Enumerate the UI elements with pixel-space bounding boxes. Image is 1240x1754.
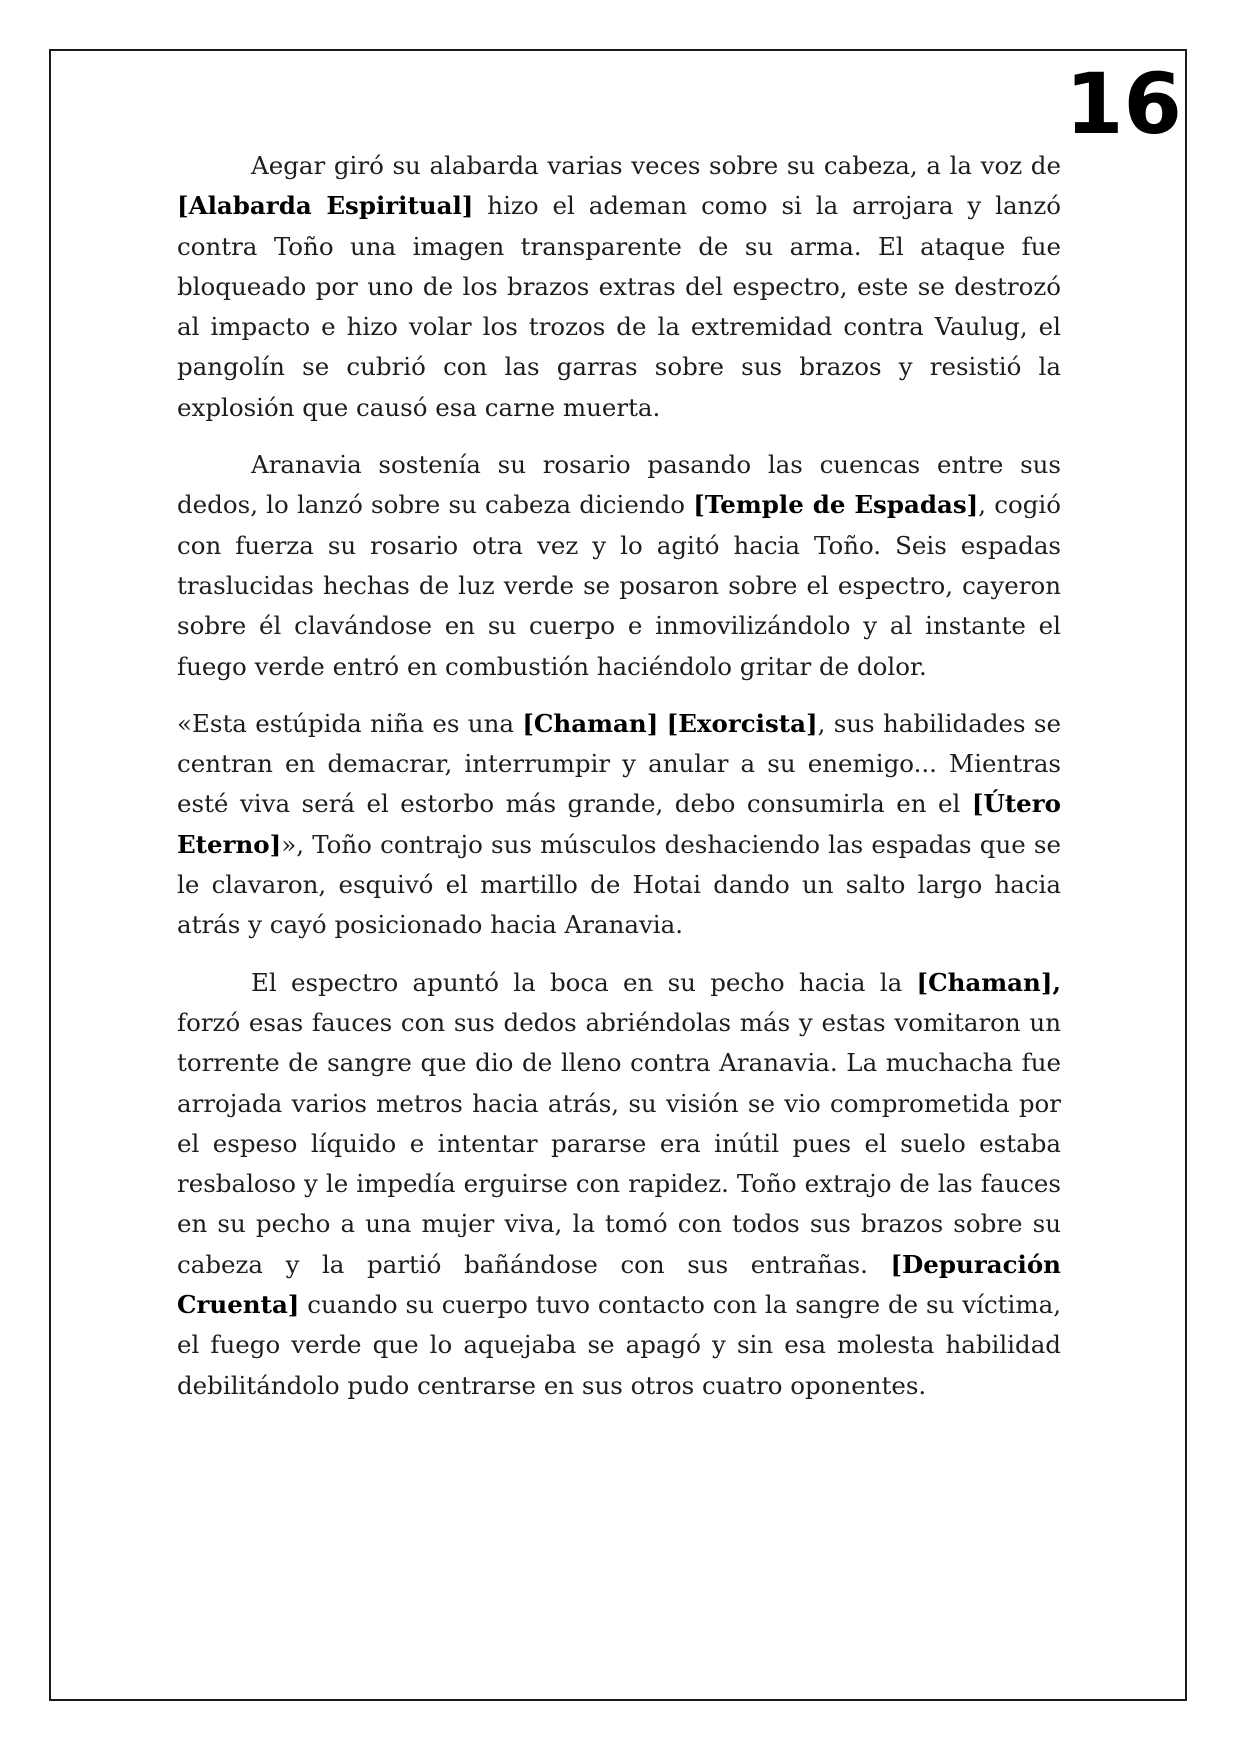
skill-name: [Depuración Cruenta]: [177, 1249, 1061, 1320]
text-run: [658, 709, 666, 738]
page-number: 16: [1065, 55, 1182, 153]
text-run: cuando su cuerpo tuvo contacto con la sangre de su víctima, el fuego verde que lo aquejaba se apagó y sin esa molesta habilidad debilitándolo pudo centrarse en sus otros cuatro oponentes.: [177, 1290, 1061, 1400]
skill-name: [Chaman]: [522, 708, 659, 738]
skill-name: [Temple de Espadas]: [693, 490, 979, 520]
text-run: Aranavia sostenía su rosario pasando las cuencas entre sus dedos, lo lanzó sobre su cabeza diciendo: [177, 450, 1061, 520]
paragraph: [177, 445, 1061, 687]
paragraph: [177, 146, 1061, 428]
chapter-text: [177, 146, 1061, 1423]
paragraph: [177, 963, 1061, 1406]
text-run: «Esta estúpida niña es una: [177, 708, 523, 738]
text-run: », Toño contrajo sus músculos deshaciendo las espadas que se le clavaron, esquivó el martillo de Hotai dando un salto largo hacia atrás y cayó posicionado hacia Aranavia.: [177, 829, 1061, 940]
skill-name: [Alabarda Espiritual]: [177, 191, 474, 221]
text-run: El espectro apuntó la boca en su pecho hacia la: [251, 967, 917, 997]
text-run: Aegar giró su alabarda varias veces sobre su cabeza, a la voz de: [251, 151, 1061, 180]
skill-name: [Exorcista]: [666, 708, 818, 738]
text-run: forzó esas fauces con sus dedos abriéndolas más y estas vomitaron un torrente de sangre que dio de lleno contra Aranavia. La muchacha fue arrojada varios metros hacia atrás, su visión se vio comprometida por el espeso líquido e intentar pararse era inútil pues el suelo estaba resbaloso y le impedía erguirse con rapidez. Toño extrajo de las fauces en su pecho a una mujer viva, la tomó con todos sus brazos sobre su cabeza y la partió bañándose con sus entrañas.: [177, 1007, 1061, 1279]
paragraph: [177, 704, 1061, 946]
text-run: , sus habilidades se centran en demacrar, interrumpir y anular a su enemigo... Mientras esté viva será el estorbo más grande, debo consumirla en el: [177, 708, 1061, 819]
skill-name: [Útero Eterno]: [177, 789, 1061, 859]
text-run: hizo el ademan como si la arrojara y lanzó contra Toño una imagen transparente de su arma. El ataque fue bloqueado por uno de los brazos extras del espectro, este se destrozó al impacto e hizo volar los trozos de la extremidad contra Vaulug, el pangolín se cubrió con las garras sobre sus brazos y resistió la explosión que causó esa carne muerta.: [177, 191, 1061, 422]
text-run: , cogió con fuerza su rosario otra vez y lo agitó hacia Toño. Seis espadas traslucidas hechas de luz verde se posaron sobre el espectro, cayeron sobre él clavándose en su cuerpo e inmovilizándolo y al instante el fuego verde entró en combustión haciéndolo gritar de dolor.: [177, 490, 1061, 681]
skill-name: [Chaman],: [916, 967, 1061, 997]
